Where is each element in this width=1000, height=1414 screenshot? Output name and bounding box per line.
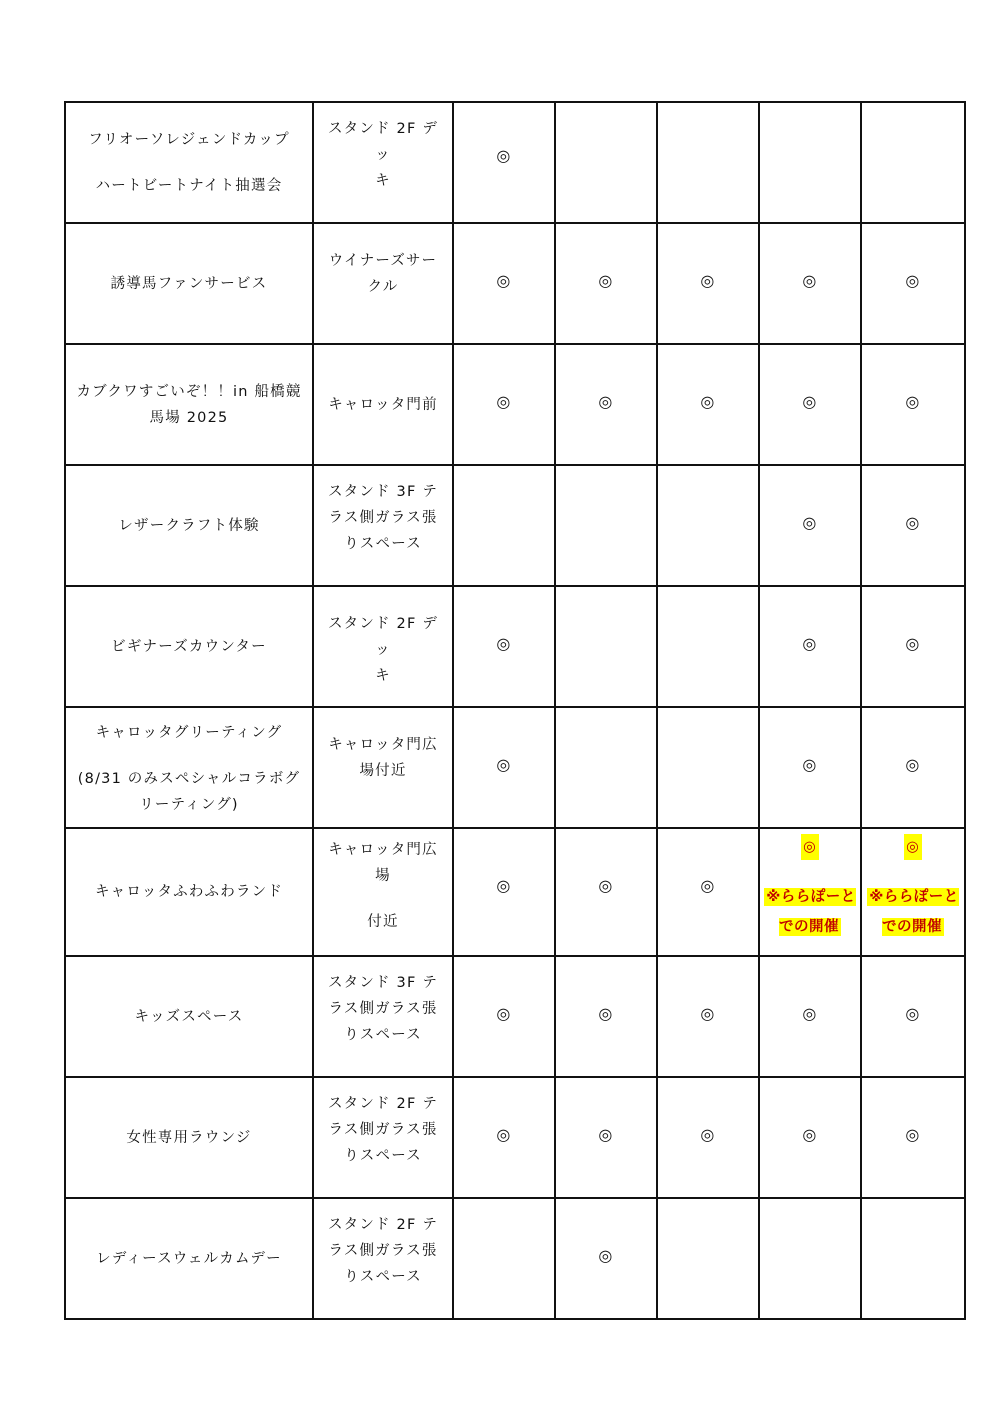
availability-mark [556,708,656,752]
event-place-cell [313,223,453,344]
event-place-cell [313,1198,453,1319]
availability-cell [759,956,861,1077]
availability-mark: ◎ [802,392,818,411]
event-place-line: スタンド 3F テ [327,975,439,991]
availability-mark: ◎ [700,271,716,290]
event-place-line: ラス側ガラス張 [328,1001,438,1017]
availability-mark: ◎ [496,755,512,774]
event-place-cell [313,465,453,586]
event-place-cell [313,102,453,223]
availability-cell [861,344,965,465]
availability-cell [759,223,861,344]
availability-mark [862,1199,964,1243]
event-name-cell [65,1077,313,1198]
event-place-line: りスペース [344,1148,422,1164]
event-name-cell [65,102,313,223]
event-place-line: キャロッタ門広 [328,737,438,753]
venue-note: ※ららぽーとでの開催 [869,889,959,935]
availability-mark [454,466,554,510]
event-name-line: 誘導馬ファンサービス [110,275,268,292]
availability-cell [759,1198,861,1319]
availability-cell [759,586,861,707]
event-place-line: スタンド 2F デッ [327,121,439,163]
event-place-line: スタンド 2F テ [327,1217,439,1233]
event-place-line: キ [375,668,391,684]
event-place-line: スタンド 2F デッ [327,616,439,658]
availability-cell [555,707,657,828]
availability-mark: ◎ [496,271,512,290]
event-place-line: キャロッタ門前 [328,396,438,413]
venue-note: ※ららぽーとでの開催 [766,889,856,935]
availability-cell [453,465,555,586]
event-schedule-table [64,101,966,1320]
availability-mark [556,466,656,510]
availability-mark: ◎ [598,271,614,290]
event-name-line: ビギナーズカウンター [111,638,267,655]
availability-cell [657,956,759,1077]
availability-cell [657,465,759,586]
availability-mark: ◎ [905,392,921,411]
event-place-line: りスペース [344,1027,422,1043]
event-place-line: りスペース [344,536,422,552]
availability-cell [759,828,861,956]
availability-mark: ◎ [700,1125,716,1144]
availability-cell [861,102,965,223]
availability-cell [657,707,759,828]
table-row [65,1077,965,1198]
availability-mark: ◎ [802,755,818,774]
availability-cell [453,344,555,465]
event-place-line: スタンド 2F テ [327,1096,439,1112]
event-place-line: キャロッタ門広 [328,842,438,858]
event-name-cell [65,956,313,1077]
availability-mark: ◎ [802,1125,818,1144]
availability-mark: ◎ [700,876,716,895]
availability-mark: ◎ [496,392,512,411]
event-name-line: (8/31 のみスペシャルコラボグ [77,771,301,787]
event-place-line: りスペース [344,1269,422,1285]
event-place-line: ラス側ガラス張 [328,1122,438,1138]
event-place-cell [313,344,453,465]
event-name-line: 馬場 2025 [149,409,229,426]
availability-cell [555,1077,657,1198]
availability-mark [454,1199,554,1243]
availability-cell [861,956,965,1077]
table-row [65,344,965,465]
availability-mark: ◎ [905,1004,921,1023]
event-place-line: ウイナーズサー [328,253,438,269]
availability-mark: ◎ [496,634,512,653]
event-name-cell [65,1198,313,1319]
availability-cell [759,344,861,465]
availability-cell [453,956,555,1077]
availability-mark: ◎ [905,513,921,532]
availability-mark: ◎ [598,1246,614,1265]
availability-mark [658,1199,758,1243]
table-row [65,586,965,707]
availability-cell [657,1198,759,1319]
availability-mark [658,466,758,510]
availability-cell [759,465,861,586]
availability-cell [861,707,965,828]
availability-cell [657,102,759,223]
event-place-line: ラス側ガラス張 [328,510,438,526]
event-name-line: リーティング) [139,797,239,813]
availability-cell [453,707,555,828]
availability-cell [657,586,759,707]
availability-cell [759,102,861,223]
availability-mark [658,103,758,143]
availability-cell [453,828,555,956]
availability-mark: ◎ [905,1125,921,1144]
availability-mark: ◎ [598,876,614,895]
availability-mark: ◎ [496,146,512,165]
availability-cell [657,1077,759,1198]
table-row [65,223,965,344]
event-name-line: キッズスペース [134,1008,244,1025]
availability-cell [657,344,759,465]
table-row [65,465,965,586]
event-name-cell [65,344,313,465]
availability-mark [862,103,964,143]
event-place-line: 付近 [367,914,399,930]
event-place-line: キ [375,173,391,189]
event-place-cell [313,828,453,956]
availability-cell [555,223,657,344]
availability-mark: ◎ [802,513,818,532]
availability-cell [453,102,555,223]
event-name-cell [65,586,313,707]
availability-cell [759,707,861,828]
table-row [65,956,965,1077]
availability-cell [555,465,657,586]
table-row [65,102,965,223]
availability-mark: ◎ [598,392,614,411]
availability-mark: ◎ [598,1125,614,1144]
event-place-line: ラス側ガラス張 [328,1243,438,1259]
availability-cell [657,828,759,956]
table-row [65,828,965,956]
availability-cell [555,828,657,956]
availability-mark: ◎ [700,1004,716,1023]
event-place-cell [313,586,453,707]
event-place-cell [313,707,453,828]
event-name-line: ハートビートナイト抽選会 [95,177,283,194]
event-name-line: カブクワすごいぞ！！in 船橋競 [76,383,302,400]
availability-mark: ◎ [496,1125,512,1144]
event-name-cell [65,465,313,586]
table-row [65,707,965,828]
availability-mark: ◎ [904,834,922,860]
availability-mark [658,587,758,631]
availability-mark: ◎ [496,876,512,895]
availability-mark: ◎ [905,634,921,653]
availability-mark: ◎ [802,634,818,653]
availability-mark [556,103,656,143]
availability-mark [658,708,758,752]
availability-mark: ◎ [802,271,818,290]
availability-cell [453,586,555,707]
availability-cell [555,102,657,223]
event-name-line: フリオーソレジェンドカップ [88,131,290,148]
availability-cell [861,828,965,956]
event-name-cell [65,707,313,828]
availability-cell [861,586,965,707]
event-place-line: 場 [375,868,391,884]
availability-cell [759,1077,861,1198]
event-place-cell [313,1077,453,1198]
availability-cell [555,1198,657,1319]
event-name-line: キャロッタグリーティング [95,725,283,741]
availability-mark: ◎ [496,1004,512,1023]
event-place-line: クル [367,279,399,295]
availability-mark: ◎ [905,271,921,290]
availability-cell [555,344,657,465]
availability-mark: ◎ [598,1004,614,1023]
availability-cell [453,1198,555,1319]
event-name-line: レディースウェルカムデー [96,1250,282,1267]
availability-cell [555,956,657,1077]
event-place-line: 場付近 [359,763,407,779]
event-name-line: レザークラフト体験 [118,517,260,534]
event-name-cell [65,223,313,344]
availability-mark: ◎ [905,755,921,774]
availability-mark: ◎ [801,834,819,860]
availability-cell [861,465,965,586]
availability-mark: ◎ [802,1004,818,1023]
availability-mark: ◎ [700,392,716,411]
availability-mark [556,587,656,631]
event-name-line: 女性専用ラウンジ [126,1129,252,1146]
event-place-line: スタンド 3F テ [327,484,439,500]
availability-mark [760,103,860,143]
event-name-line: キャロッタふわふわランド [94,884,284,900]
table-row [65,1198,965,1319]
event-name-cell [65,828,313,956]
availability-cell [861,223,965,344]
availability-cell [657,223,759,344]
availability-cell [453,1077,555,1198]
availability-cell [861,1077,965,1198]
availability-cell [453,223,555,344]
availability-cell [555,586,657,707]
availability-mark [760,1199,860,1243]
event-place-cell [313,956,453,1077]
availability-cell [861,1198,965,1319]
